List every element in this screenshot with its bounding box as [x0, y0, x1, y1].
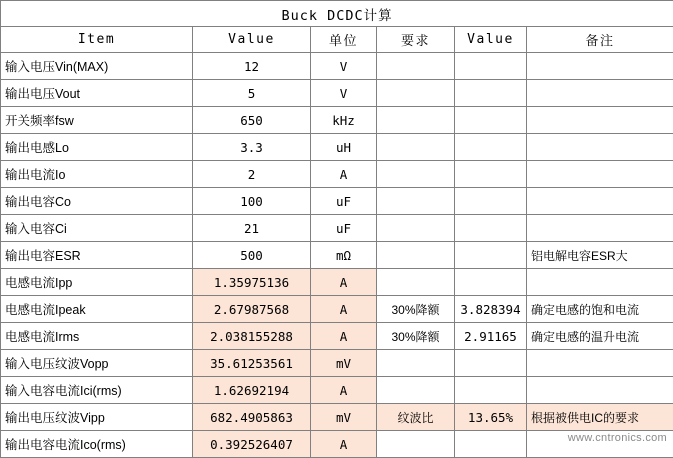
- row-value: 682.4905863: [193, 404, 311, 431]
- watermark: www.cntronics.com: [568, 432, 667, 444]
- row-item-label: 输出电压Vout: [1, 80, 193, 107]
- row-unit: A: [311, 323, 377, 350]
- row-note: 确定电感的温升电流: [527, 323, 673, 350]
- row-note: [527, 377, 673, 404]
- table-row: [1, 404, 673, 431]
- row-item-label: 输出电压纹波Vipp: [1, 404, 193, 431]
- table-row: [1, 134, 673, 161]
- row-requirement: 纹波比: [377, 404, 455, 431]
- row-value: 35.61253561: [193, 350, 311, 377]
- row-value: 21: [193, 215, 311, 242]
- table-row: [1, 350, 673, 377]
- table-row: [1, 215, 673, 242]
- row-requirement: [377, 134, 455, 161]
- title-row: [1, 1, 673, 27]
- row-value: 100: [193, 188, 311, 215]
- row-unit: V: [311, 53, 377, 80]
- row-value: 2.038155288: [193, 323, 311, 350]
- table-body: [1, 1, 673, 458]
- row-value: 5: [193, 80, 311, 107]
- row-item-label: 输出电容电流Ico(rms): [1, 431, 193, 458]
- row-req-value: [455, 134, 527, 161]
- row-note: [527, 134, 673, 161]
- row-req-value: [455, 80, 527, 107]
- table-row: [1, 188, 673, 215]
- row-unit: mΩ: [311, 242, 377, 269]
- row-item-label: 输入电压纹波Vopp: [1, 350, 193, 377]
- row-note: [527, 269, 673, 296]
- row-item-label: 输出电容ESR: [1, 242, 193, 269]
- column-header-requirement: 要求: [377, 27, 455, 53]
- row-item-label: 开关频率fsw: [1, 107, 193, 134]
- row-req-value: [455, 53, 527, 80]
- row-requirement: [377, 377, 455, 404]
- row-req-value: [455, 242, 527, 269]
- row-note: 铝电解电容ESR大: [527, 242, 673, 269]
- row-req-value: 13.65%: [455, 404, 527, 431]
- row-requirement: 30%降额: [377, 296, 455, 323]
- row-item-label: 输出电流Io: [1, 161, 193, 188]
- row-req-value: [455, 377, 527, 404]
- row-value: 2.67987568: [193, 296, 311, 323]
- row-note: [527, 107, 673, 134]
- row-requirement: [377, 80, 455, 107]
- row-note: [527, 80, 673, 107]
- row-note: [527, 53, 673, 80]
- column-header-unit: 单位: [311, 27, 377, 53]
- row-item-label: 电感电流Irms: [1, 323, 193, 350]
- row-note: [527, 215, 673, 242]
- table-row: [1, 377, 673, 404]
- row-req-value: 2.91165: [455, 323, 527, 350]
- row-unit: A: [311, 377, 377, 404]
- table-row: [1, 107, 673, 134]
- page-title: Buck DCDC计算: [1, 1, 673, 27]
- row-item-label: 输入电容电流Ici(rms): [1, 377, 193, 404]
- row-requirement: [377, 242, 455, 269]
- row-unit: kHz: [311, 107, 377, 134]
- row-requirement: [377, 53, 455, 80]
- row-value: 1.62692194: [193, 377, 311, 404]
- row-value: 0.392526407: [193, 431, 311, 458]
- column-header-note: 备注: [527, 27, 673, 53]
- row-note: [527, 188, 673, 215]
- row-requirement: [377, 431, 455, 458]
- row-requirement: [377, 188, 455, 215]
- row-requirement: [377, 269, 455, 296]
- table-row: [1, 242, 673, 269]
- row-requirement: [377, 350, 455, 377]
- table-row: [1, 53, 673, 80]
- table-row: [1, 269, 673, 296]
- table-row: [1, 296, 673, 323]
- row-unit: uF: [311, 215, 377, 242]
- row-value: 500: [193, 242, 311, 269]
- table-row: [1, 161, 673, 188]
- row-note: 确定电感的饱和电流: [527, 296, 673, 323]
- row-unit: uH: [311, 134, 377, 161]
- row-value: 650: [193, 107, 311, 134]
- row-item-label: 输出电感Lo: [1, 134, 193, 161]
- row-requirement: [377, 107, 455, 134]
- row-requirement: [377, 161, 455, 188]
- row-value: 12: [193, 53, 311, 80]
- row-req-value: 3.828394: [455, 296, 527, 323]
- row-note: 根据被供电IC的要求: [527, 404, 673, 431]
- row-req-value: [455, 215, 527, 242]
- row-note: [527, 161, 673, 188]
- row-unit: mV: [311, 350, 377, 377]
- row-requirement: [377, 215, 455, 242]
- row-item-label: 输入电容Ci: [1, 215, 193, 242]
- column-header-value: Value: [193, 27, 311, 53]
- header-row: [1, 27, 673, 53]
- row-req-value: [455, 350, 527, 377]
- row-req-value: [455, 269, 527, 296]
- row-value: 3.3: [193, 134, 311, 161]
- column-header-item: Item: [1, 27, 193, 53]
- row-value: 2: [193, 161, 311, 188]
- row-value: 1.35975136: [193, 269, 311, 296]
- column-header-req-value: Value: [455, 27, 527, 53]
- row-unit: A: [311, 296, 377, 323]
- row-req-value: [455, 161, 527, 188]
- row-item-label: 输入电压Vin(MAX): [1, 53, 193, 80]
- row-item-label: 输出电容Co: [1, 188, 193, 215]
- row-item-label: 电感电流Ipeak: [1, 296, 193, 323]
- row-req-value: [455, 188, 527, 215]
- table-row: [1, 80, 673, 107]
- table-row: [1, 323, 673, 350]
- row-note: [527, 350, 673, 377]
- row-unit: A: [311, 269, 377, 296]
- row-req-value: [455, 107, 527, 134]
- row-unit: V: [311, 80, 377, 107]
- row-unit: uF: [311, 188, 377, 215]
- row-item-label: 电感电流Ipp: [1, 269, 193, 296]
- row-req-value: [455, 431, 527, 458]
- row-unit: A: [311, 161, 377, 188]
- row-requirement: 30%降额: [377, 323, 455, 350]
- row-unit: A: [311, 431, 377, 458]
- row-unit: mV: [311, 404, 377, 431]
